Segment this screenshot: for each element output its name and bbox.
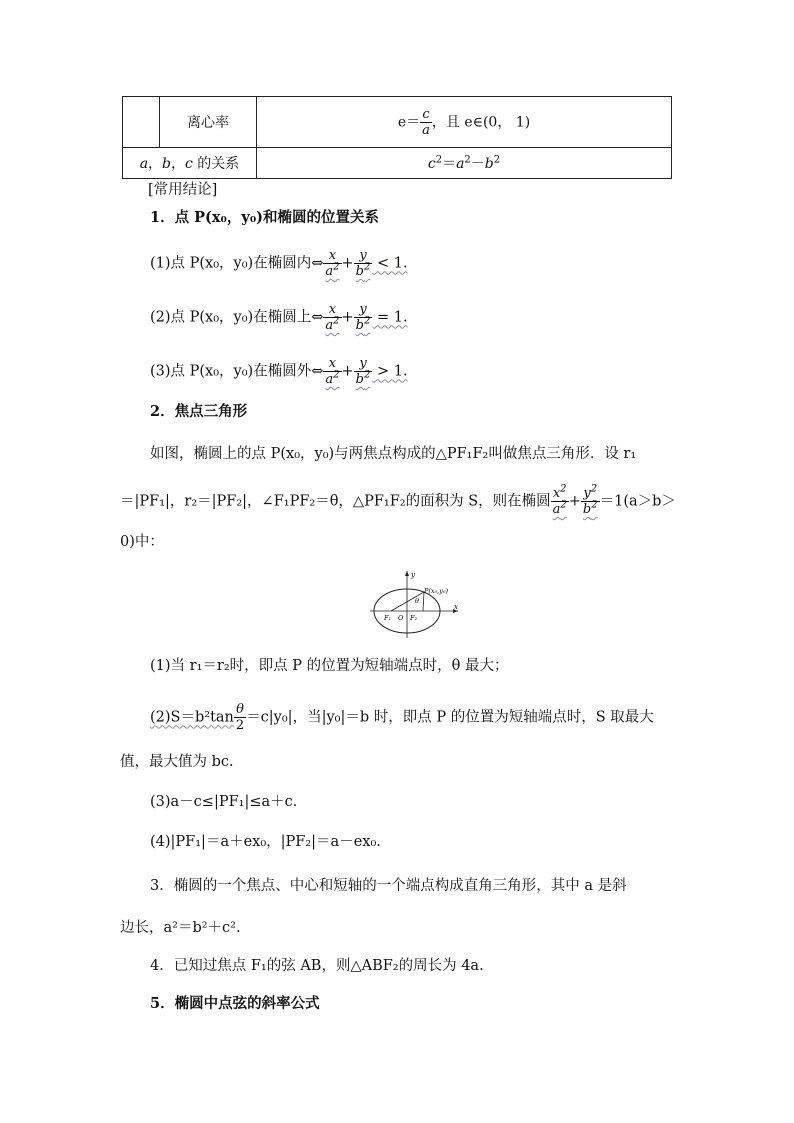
table-blank-cell (123, 97, 160, 148)
x-axis-label: x (454, 603, 458, 611)
table-label-abc: a，b，c 的关系 (123, 148, 257, 179)
e-fraction: $\frac{c}{a}$ (422, 106, 430, 138)
conclusion-4-line: 4．已知过焦点 F₁的弦 AB，则△ABF₂的周长为 4a. (150, 958, 484, 974)
conclusion-1-title: 1．点 P(x₀，y₀)和椭圆的位置关系 (150, 209, 380, 226)
point-p-label: P(x₀,y₀) (424, 587, 449, 595)
conclusion-2-item-2: (2)S＝b²tan $\frac{\theta}{2}$ ＝c|y₀|，当|y₀|＝b 时，即点 P 的位置为短轴端点时，S 取最大 (150, 702, 654, 733)
theta-label: θ (415, 597, 419, 605)
f2-label: F₂ (410, 614, 418, 622)
y-axis-arrow (405, 571, 409, 576)
common-conclusions-header: [常用结论] (148, 182, 218, 198)
conclusion-3-line-1: 3．椭圆的一个焦点、中心和短轴的一个端点构成直角三角形，其中 a 是斜 (150, 878, 627, 894)
conclusion-2-para-line-3: 0)中： (120, 534, 164, 550)
conclusion-2-item-3: (3)a－c≤|PF₁|≤a＋c． (150, 794, 308, 810)
conclusion-1-item-3: (3)点 P(x₀，y₀)在椭圆外⇔ $\frac{x}{a^2}$ + $\frac{y}{b^2}$ > 1. (150, 356, 408, 387)
f1-label: F₁ (384, 614, 392, 622)
segment-pf1 (391, 592, 424, 611)
conclusion-2-item-4: (4)|PF₁|＝a＋ex₀，|PF₂|＝a－ex₀. (150, 834, 381, 850)
y-axis-label: y (411, 571, 415, 579)
table-value-abc: $c^2=a^2-b^2$ (257, 148, 672, 179)
conclusion-2-title: 2．焦点三角形 (150, 403, 248, 420)
origin-label: O (398, 614, 404, 622)
conclusion-2-para-line-2: ＝|PF₁|，r₂＝|PF₂|，∠F₁PF₂＝θ，△PF₁F₂的面积为 S，则在椭圆 $\frac{x^2}{a^2}$ + $\frac{y^2}{b^2}$ ＝1(a＞b＞ (120, 483, 676, 517)
ellipse-properties-table (122, 96, 672, 179)
conclusion-2-para-line-1: 如图，椭圆上的点 P(x₀，y₀)与两焦点构成的△PF₁F₂叫做焦点三角形．设 r₁ (150, 446, 637, 462)
table-value-eccentricity: e＝ $\frac{c}{a}$ ，且 e∈(0， 1) (257, 97, 672, 148)
conclusion-2-item-2-cont: 值，最大值为 bc. (120, 754, 234, 770)
conclusion-3-line-2: 边长，a²＝b²＋c². (120, 920, 241, 936)
table-label-eccentricity: 离心率 (160, 97, 257, 148)
conclusion-1-item-1: (1)点 P(x₀，y₀)在椭圆内⇔ $\frac{x}{a^2}$ + $\frac{y}{b^2}$ < 1. (150, 248, 408, 279)
conclusion-2-item-1: (1)当 r₁＝r₂时，即点 P 的位置为短轴端点时，θ 最大； (150, 658, 509, 674)
focal-triangle-figure (366, 568, 462, 642)
conclusion-1-item-2: (2)点 P(x₀，y₀)在椭圆上⇔ $\frac{x}{a^2}$ + $\frac{y}{b^2}$ = 1. (150, 302, 408, 333)
conclusion-5-title: 5．椭圆中点弦的斜率公式 (150, 995, 320, 1012)
